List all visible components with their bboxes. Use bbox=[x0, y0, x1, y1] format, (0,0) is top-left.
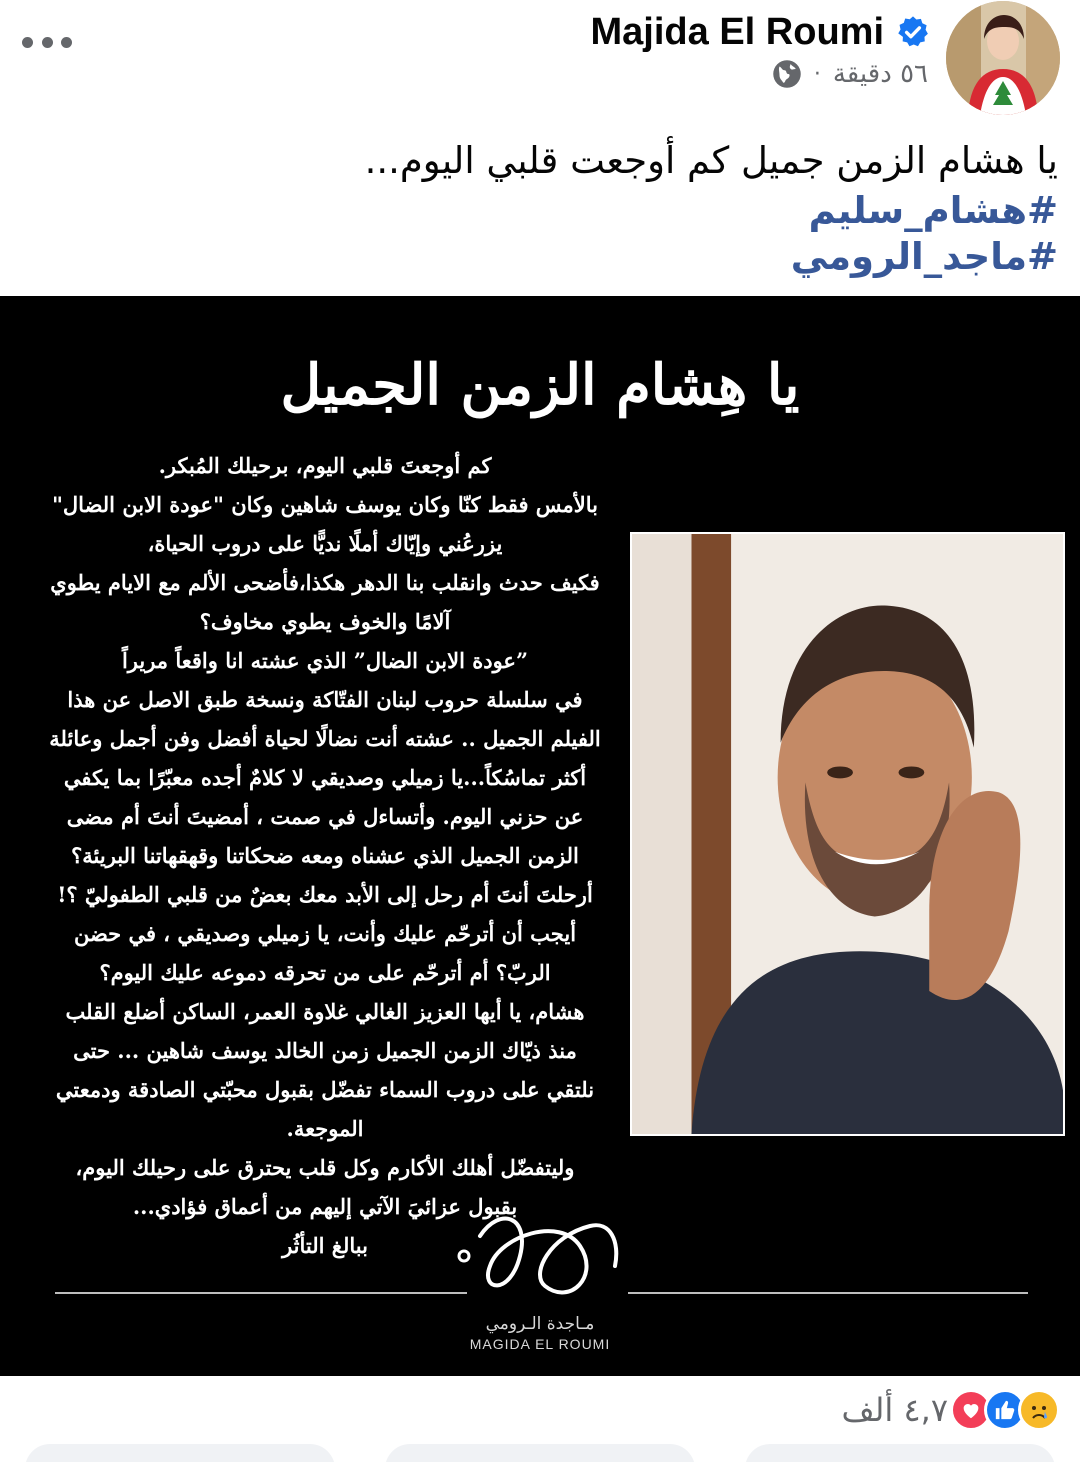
globe-icon[interactable] bbox=[772, 59, 802, 89]
post-header bbox=[0, 0, 1080, 125]
letter-line: هشام، يا أيها العزيز الغالي غلاوة العمر، الساكن أضلع القلب bbox=[65, 999, 585, 1024]
signature-divider-left bbox=[55, 1292, 467, 1294]
logo-arabic: مـاجدة الـرومي bbox=[485, 1314, 595, 1334]
letter-line: ببالغ التأثُر bbox=[282, 1233, 368, 1258]
letter-line: أكثر تماسُكاً...يا زميلي وصديقي لا كلامٌ أجده معبّرًا بما يكفي bbox=[63, 765, 587, 790]
letter-line: نلتقي على دروب السماء تفضّل بقبول محبّتي الصادقة ودمعتي bbox=[55, 1077, 595, 1102]
author-row bbox=[591, 6, 930, 58]
letter-line: يزرعُني وإيّاك أملًا نديًّا على دروب الحياة، bbox=[147, 531, 503, 556]
letter-line: بالأمس فقط كنّا وكان يوسف شاهين وكان "عودة الابن الضال" bbox=[51, 492, 599, 517]
action-pill[interactable] bbox=[385, 1444, 695, 1462]
letter-line: الزمن الجميل الذي عشناه ومعه ضحكاتنا وقهقهاتنا البريئة؟ bbox=[71, 843, 579, 868]
letter-line: الفيلم الجميل .. عشته أنت نضالًا لحياة أفضل وفن أجمل وعائلة bbox=[49, 726, 601, 751]
action-bar-partial bbox=[0, 1444, 1080, 1462]
action-pill[interactable] bbox=[745, 1444, 1055, 1462]
meta-separator: · bbox=[813, 61, 821, 87]
verified-badge-icon bbox=[896, 15, 930, 49]
letter-line: ”عودة الابن الضال” الذي عشته انا واقعاً مريراً bbox=[121, 648, 529, 673]
post-text: يا هشام الزمن جميل كم أوجعت قلبي اليوم... bbox=[364, 139, 1058, 182]
letter-line: عن حزني اليوم. وأتساءل في صمت ، أمضيتَ أنتَ أم مضى bbox=[66, 804, 584, 829]
letter-line: منذ ذيّاك الزمن الجميل زمن الخالد يوسف شاهين ... حتى bbox=[73, 1038, 577, 1063]
sad-reaction-icon bbox=[1018, 1389, 1060, 1431]
reaction-icons bbox=[958, 1389, 1060, 1431]
author-name[interactable]: Majida El Roumi bbox=[590, 10, 884, 53]
avatar[interactable] bbox=[946, 1, 1060, 115]
post-meta bbox=[772, 56, 928, 92]
post-time[interactable]: ٥٦ دقيقة bbox=[832, 59, 928, 89]
image-title: يا هِشام الزمن الجميل bbox=[280, 352, 800, 418]
letter-line: كم أوجعتَ قلبي اليوم، برحيلك المُبكر. bbox=[158, 453, 492, 478]
letter-line: بقبول عزائيَ الآتي إليهم من أعماق فؤادي... bbox=[132, 1194, 518, 1219]
letter-line: في سلسلة حروب لبنان الفتّاكة ونسخة طبق الاصل عن هذا bbox=[67, 687, 583, 712]
hashtag-majed-roumi[interactable]: #ماجد_الرومي bbox=[790, 235, 1058, 278]
logo-english: MAGIDA EL ROUMI bbox=[469, 1336, 611, 1352]
letter-line: وليتفضّل أهلك الأكارم وكل قلب يحترق على رحيلك اليوم، bbox=[75, 1155, 575, 1180]
signature-divider-right bbox=[628, 1292, 1028, 1294]
reaction-count[interactable]: ٤,٧ ألف bbox=[841, 1391, 948, 1429]
reactions-bar[interactable] bbox=[842, 1388, 1060, 1432]
post-image[interactable] bbox=[0, 296, 1080, 1376]
letter-line: آلامًا والخوف يطوي مخاوف؟ bbox=[199, 609, 451, 634]
letter-line: أرحلتَ أنتَ أم رحل إلى الأبد معك بعضٌ من قلبي الطفوليّ ؟! bbox=[57, 882, 593, 907]
letter-line: أيجب أن أترحّم عليك وأنت، يا زميلي وصديقي ، في حضن bbox=[73, 921, 577, 946]
portrait-photo bbox=[630, 532, 1065, 1136]
letter-line: الربّ؟ أم أترحّم على من تحرقه دموعه عليك اليوم؟ bbox=[99, 960, 551, 985]
signature-logo-icon bbox=[450, 1196, 630, 1306]
letter-line: الموجعة. bbox=[286, 1116, 364, 1141]
action-pill[interactable] bbox=[25, 1444, 335, 1462]
condolence-letter bbox=[30, 446, 620, 1265]
hashtag-hisham-salim[interactable]: #هشام_سليم bbox=[808, 189, 1058, 232]
letter-line: فكيف حدث وانقلب بنا الدهر هكذا،فأضحى الألم مع الايام يطوي bbox=[50, 570, 600, 595]
more-options-icon[interactable] bbox=[22, 28, 72, 56]
